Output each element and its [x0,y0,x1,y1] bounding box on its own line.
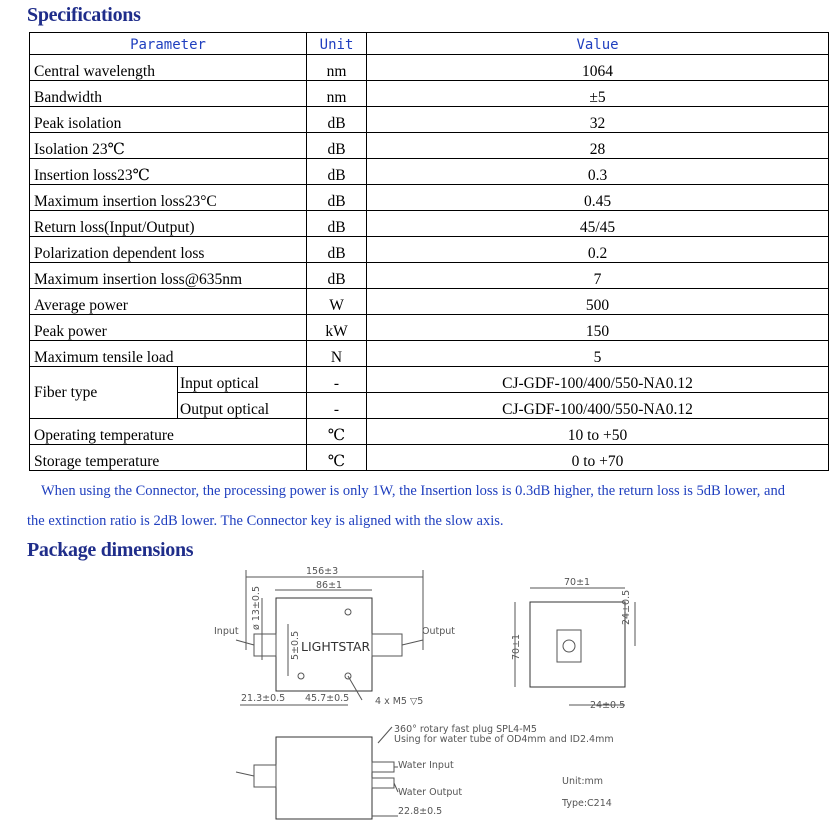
dim-left: 21.3±0.5 [241,693,286,704]
side-port [557,630,581,662]
value-cell: 1064 [367,55,829,81]
mount-hole [298,673,304,679]
unit-cell: ℃ [307,445,367,471]
dim-side-offset: 24±0.5 [590,700,626,711]
dim-overall: 156±3 [306,566,339,577]
dim-side-width: 70±1 [564,577,591,588]
value-cell: 32 [367,107,829,133]
dim-bottom: 22.8±0.5 [398,806,443,817]
param-cell: Maximum insertion loss@635nm [30,263,307,289]
value-cell: 500 [367,289,829,315]
note-line-2: the extinction ratio is 2dB lower. The Connector key is aligned with the slow axis. [27,513,504,529]
unit-cell: ℃ [307,419,367,445]
output-connector [372,634,402,656]
unit-cell: - [307,367,367,393]
input-connector [254,634,276,656]
fiber-output-cell: Output optical [178,393,307,419]
fiber-type-cell: Fiber type [30,367,178,419]
fiber-input-cell: Input optical [178,367,307,393]
param-cell: Maximum tensile load [30,341,307,367]
dim-side-depth: 24±0.5 [621,589,632,625]
label-input: Input [214,626,239,637]
unit-cell: dB [307,237,367,263]
value-cell: 150 [367,315,829,341]
mount-hole [345,609,351,615]
bottom-body [276,737,372,819]
unit-cell: - [307,393,367,419]
value-cell: 0.45 [367,185,829,211]
unit-cell: dB [307,211,367,237]
side-body [530,602,625,687]
label-output: Output [422,626,455,637]
unit-cell: nm [307,55,367,81]
value-cell: 0.2 [367,237,829,263]
dim-height: ø 13±0.5 [251,586,262,630]
dim-hole: 5±0.5 [290,630,301,660]
header-value: Value [367,33,829,55]
unit-label: Unit:mm [562,776,604,787]
water-input-label: Water Input [398,760,454,771]
side-port-hole [563,640,575,652]
dim-body: 86±1 [316,580,343,591]
header-unit: Unit [307,33,367,55]
param-cell: Insertion loss23℃ [30,159,307,185]
output-fiber [402,640,423,645]
param-cell: Isolation 23℃ [30,133,307,159]
value-cell: CJ-GDF-100/400/550-NA0.12 [367,367,829,393]
leader-plug [378,727,392,743]
value-cell: 5 [367,341,829,367]
unit-cell: dB [307,133,367,159]
param-cell: Operating temperature [30,419,307,445]
screw-label: 4 x M5 ▽5 [375,696,424,707]
param-cell: Maximum insertion loss23°C [30,185,307,211]
bottom-fiber [236,772,254,776]
unit-cell: dB [307,107,367,133]
note-line-1: When using the Connector, the processing power is only 1W, the Insertion loss is 0.3dB higher, the return loss is 5dB lower, and [41,483,785,499]
plug-line-1: 360° rotary fast plug SPL4-M5 [394,724,537,735]
unit-cell: dB [307,159,367,185]
water-output-plug [372,778,394,788]
specifications-heading: Specifications [27,4,141,26]
plug-line-2: Using for water tube of OD4mm and ID2.4mm [394,734,614,745]
bottom-connector [254,765,276,787]
unit-cell: dB [307,263,367,289]
value-cell: 10 to +50 [367,419,829,445]
param-cell: Central wavelength [30,55,307,81]
input-fiber [236,640,254,645]
water-output-label: Water Output [398,787,463,798]
param-cell: Peak isolation [30,107,307,133]
brand-label: LIGHTSTAR [301,639,371,654]
value-cell: CJ-GDF-100/400/550-NA0.12 [367,393,829,419]
param-cell: Storage temperature [30,445,307,471]
value-cell: 45/45 [367,211,829,237]
value-cell: 28 [367,133,829,159]
value-cell: 0.3 [367,159,829,185]
unit-cell: kW [307,315,367,341]
value-cell: 7 [367,263,829,289]
unit-cell: dB [307,185,367,211]
header-parameter: Parameter [30,33,307,55]
unit-cell: W [307,289,367,315]
leader-screw [348,676,362,700]
param-cell: Bandwidth [30,81,307,107]
value-cell: 0 to +70 [367,445,829,471]
param-cell: Polarization dependent loss [30,237,307,263]
package-heading: Package dimensions [27,539,194,561]
dim-holes: 45.7±0.5 [305,693,350,704]
param-cell: Return loss(Input/Output) [30,211,307,237]
unit-cell: nm [307,81,367,107]
water-input-plug [372,762,394,772]
dim-side-height: 70±1 [511,633,522,660]
value-cell: ±5 [367,81,829,107]
unit-cell: N [307,341,367,367]
type-label: Type:C214 [562,798,612,809]
param-cell: Peak power [30,315,307,341]
param-cell: Average power [30,289,307,315]
